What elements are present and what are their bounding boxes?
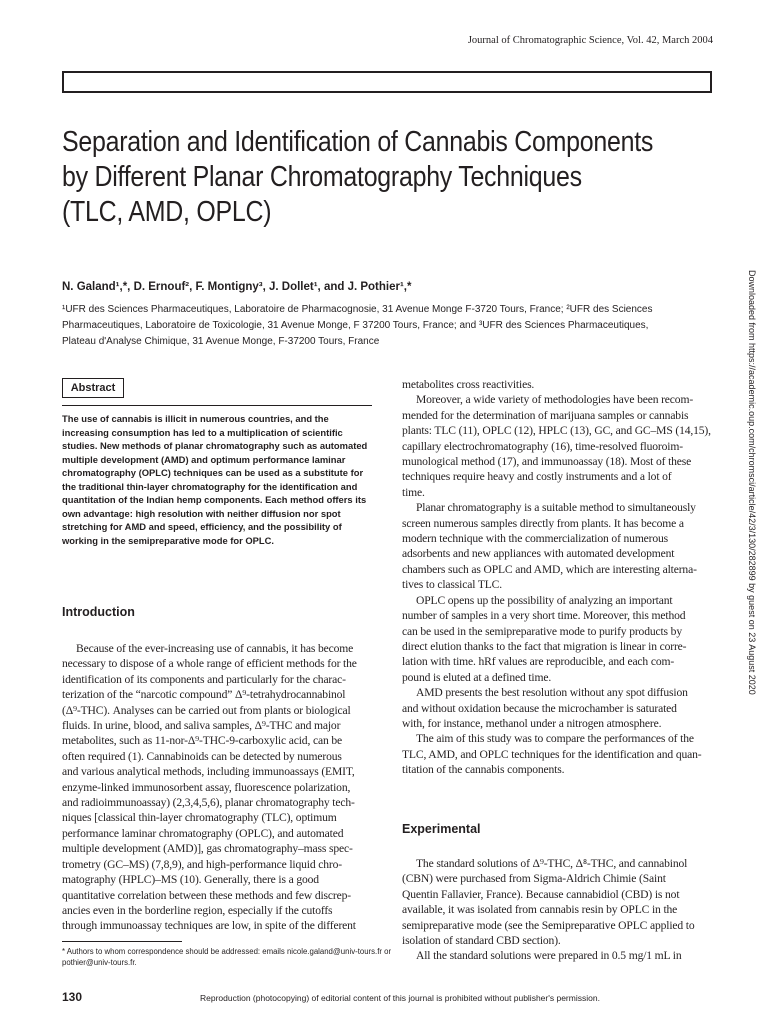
text-line: TLC, AMD, and OPLC techniques for the identification and quan- (402, 747, 702, 761)
text-line: own advantage: high resolution with neither diffusion nor spot (62, 507, 341, 519)
affiliation-line: Pharmaceutiques, Laboratoire de Toxicologie, 31 Avenue Monge, F 37200 Tours, France; and ³UFR des Sciences Pharmaceutiques, (62, 320, 649, 331)
text-line: multiple development (AMD) and optimum performance laminar (62, 453, 346, 465)
text-line: often required (1). Cannabinoids can be detected by numerous (62, 749, 342, 763)
text-line: lation with time. hRf values are reproducible, and each com- (402, 655, 675, 669)
text-line: chromatography (OPLC) techniques can be used as a substitute for (62, 467, 364, 478)
text-line: plants: TLC (11), OPLC (12), HPLC (13), GC, and GC–MS (14,15), (402, 424, 711, 438)
footnote-line: * Authors to whom correspondence should be addressed: emails nicole.galand@univ-tours.fr or (62, 947, 392, 956)
text-line: munological method (17), and immunoassay (18). Most of these (402, 455, 692, 469)
text-line: terization of the “narcotic compound” Δ⁹-tetrahydrocannabinol (62, 688, 346, 702)
affiliation-line: Plateau d'Analyse Chimique, 31 Avenue Monge, F-37200 Tours, France (62, 336, 380, 347)
copyright-footer: Reproduction (photocopying) of editorial content of this journal is prohibited without publisher's permission. (200, 993, 600, 1003)
text-line: (CBN) were purchased from Sigma-Aldrich Chimie (Saint (402, 872, 666, 886)
abstract-text (62, 412, 372, 547)
text-line: Moreover, a wide variety of methodologies have been recom- (416, 393, 694, 407)
text-line: matography (HPLC)–MS (10). Generally, there is a good (62, 873, 319, 887)
text-line: can be used in the semipreparative mode to purify products by (402, 624, 682, 638)
text-line: semipreparative mode (see the Semipreparative OPLC applied to (402, 918, 695, 932)
title-line: (TLC, AMD, OPLC) (62, 196, 272, 228)
introduction-heading: Introduction (62, 605, 135, 619)
text-line: and various analytical methods, including immunoassays (EMIT, (62, 765, 355, 779)
text-line: through immunoassay techniques are low, in spite of the different (62, 919, 356, 933)
footnote-rule (62, 941, 182, 942)
footnote (62, 946, 392, 968)
text-line: working in the semipreparative mode for OPLC. (62, 534, 275, 546)
experimental-body (402, 856, 714, 964)
introduction-body (62, 641, 374, 934)
text-line: isolation of standard CBD section). (402, 934, 561, 948)
text-line: direct elution thanks to the fact that migration is linear in corre- (402, 639, 687, 653)
affiliations (62, 302, 742, 350)
abstract-label: Abstract (62, 378, 124, 398)
text-line: necessary to dispose of a whole range of efficient methods for the (62, 657, 357, 671)
header-rule-box (62, 71, 712, 93)
text-line: studies. New methods of planar chromatography such as automated (62, 440, 368, 451)
text-line: ancies even in the borderline region, especially if the cutoffs (62, 903, 333, 917)
text-line: All the standard solutions were prepared in 0.5 mg/1 mL in (416, 949, 682, 963)
text-line: (Δ⁹-THC). Analyses can be carried out from plants or biological (62, 703, 351, 717)
text-line: multiple development (AMD)], gas chromatography–mass spec- (62, 842, 353, 856)
text-line: pound is eluted at a defined time. (402, 670, 552, 684)
text-line: performance laminar chromatography (OPLC), and automated (62, 826, 344, 840)
text-line: quantitative correlation between these methods and few discrep- (62, 888, 351, 902)
text-line: time. (402, 485, 425, 499)
text-line: stretching for AMD and speed, efficiency, and the possibility of (62, 521, 342, 532)
text-line: screen numerous samples directly from plants. It has become a (402, 516, 684, 530)
text-line: The aim of this study was to compare the performances of the (416, 732, 694, 746)
text-line: quantitation of the Indian hemp components. Each method offers its (62, 494, 367, 505)
text-line: trometry (GC–MS) (7,8,9), and high-performance liquid chro- (62, 857, 342, 871)
author-list: N. Galand¹,*, D. Ernouf², F. Montigny³, J. Dollet¹, and J. Pothier¹,* (62, 281, 412, 293)
article-title (62, 125, 654, 230)
text-line: identification of its components and particularly for the charac- (62, 672, 346, 686)
text-line: and radioimmunoassay) (2,3,4,5,6), planar chromatography tech- (62, 796, 355, 810)
text-line: with, for instance, methanol under a nitrogen atmosphere. (402, 716, 662, 730)
text-line: adsorbents and new appliances with automated development (402, 547, 675, 561)
title-line: by Different Planar Chromatography Techniques (62, 161, 582, 193)
text-line: niques [classical thin-layer chromatography (TLC), optimum (62, 811, 337, 825)
text-line: tives to classical TLC. (402, 578, 503, 592)
text-line: enzyme-linked immunosorbent assay, fluorescence polarization, (62, 780, 351, 794)
text-line: increasing consumption has led to a multiplication of scientific (62, 426, 343, 438)
experimental-heading: Experimental (402, 822, 481, 836)
text-line: AMD presents the best resolution without any spot diffusion (416, 686, 688, 700)
text-line: Quentin Fallavier, France). Because cannabidiol (CBD) is not (402, 887, 680, 901)
text-line: The use of cannabis is illicit in numerous countries, and the (62, 413, 329, 424)
title-line: Separation and Identification of Cannabis Components (62, 126, 654, 158)
page-number: 130 (62, 990, 83, 1004)
text-line: and without oxidation because the microchamber is saturated (402, 701, 677, 715)
text-line: modern technique with the commercialization of numerous (402, 532, 669, 546)
text-line: capillary electrochromatography (16), time-resolved fluoroim- (402, 439, 683, 453)
text-line: OPLC opens up the possibility of analyzing an important (416, 593, 673, 607)
text-line: metabolites, such as 11-nor-Δ⁹-THC-9-carboxylic acid, can be (62, 734, 342, 748)
download-note: Downloaded from https://academic.oup.com/chromsci/article/42/3/130/282899 by guest on 23 August 2020 (747, 270, 757, 695)
footnote-line: pothier@univ-tours.fr. (62, 958, 137, 967)
text-line: techniques require heavy and costly instruments and a lot of (402, 470, 672, 484)
right-column-body (402, 377, 714, 778)
text-line: The standard solutions of Δ⁹-THC, Δ⁸-THC, and cannabinol (416, 857, 688, 870)
text-line: fluids. In urine, blood, and saliva samples, Δ⁹-THC and major (62, 719, 341, 733)
text-line: chambers such as OPLC and AMD, which are interesting alterna- (402, 562, 697, 576)
text-line: available, it was isolated from cannabis resin by OPLC in the (402, 903, 678, 917)
text-line: mended for the determination of marijuana samples or cannabis (402, 408, 689, 422)
abstract-rule (62, 405, 372, 406)
text-line: metabolites cross reactivities. (402, 378, 535, 391)
text-line: Planar chromatography is a suitable method to simultaneously (416, 501, 696, 515)
affiliation-line: ¹UFR des Sciences Pharmaceutiques, Laboratoire de Pharmacognosie, 31 Avenue Monge F-3720 Tours, France; ²UFR des Sciences (62, 304, 653, 315)
text-line: Because of the ever-increasing use of cannabis, it has become (76, 642, 354, 655)
text-line: titation of the cannabis components. (402, 763, 565, 777)
text-line: the traditional thin-layer chromatography for the identification and (62, 480, 358, 492)
text-line: number of samples in a very short time. Moreover, this method (402, 609, 686, 623)
running-head: Journal of Chromatographic Science, Vol. 42, March 2004 (467, 35, 713, 46)
